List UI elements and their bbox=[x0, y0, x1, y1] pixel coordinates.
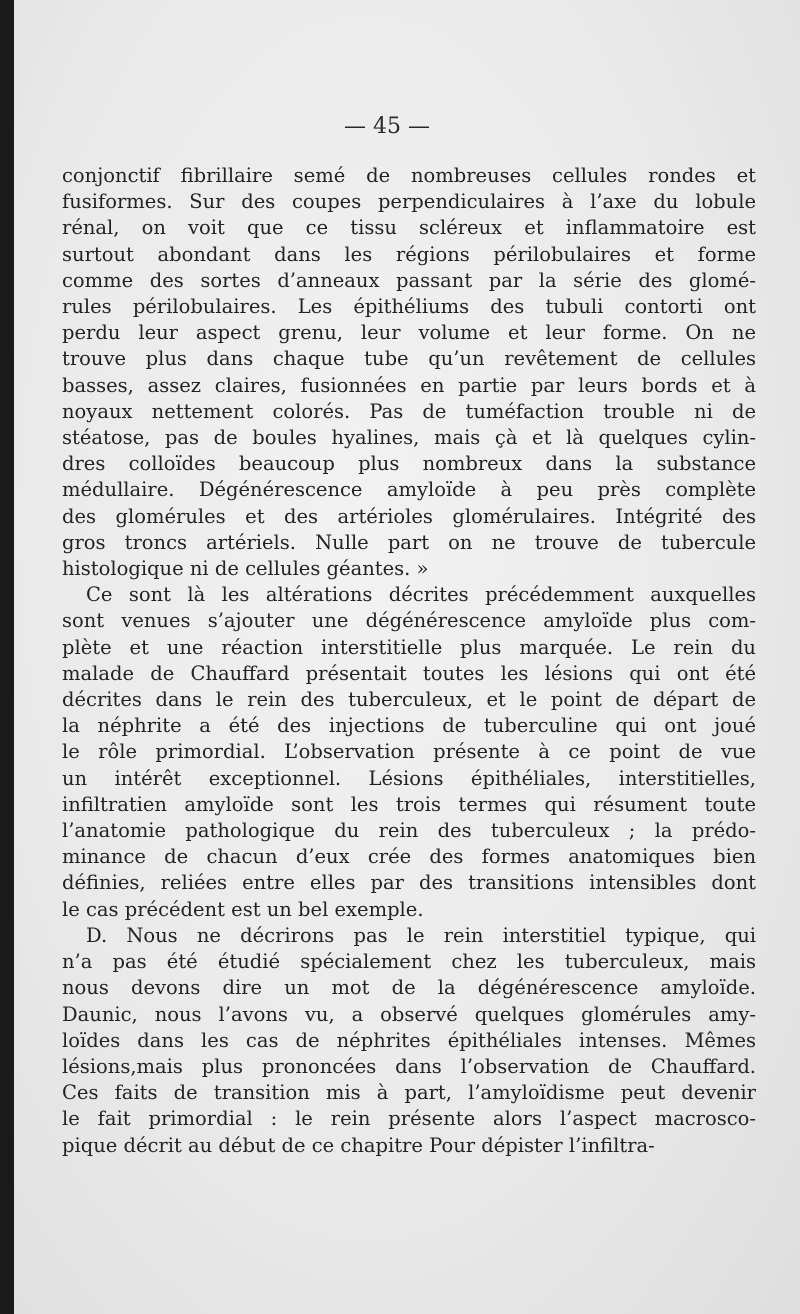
text-line: trouve plus dans chaque tube qu’un revêtement de cellules bbox=[62, 347, 756, 371]
text-line: pique décrit au début de ce chapitre Pour dépister l’infiltra- bbox=[62, 1133, 655, 1157]
text-line: perdu leur aspect grenu, leur volume et leur forme. On ne bbox=[62, 321, 756, 345]
text-line: Ces faits de transition mis à part, l’amyloïdisme peut devenir bbox=[62, 1081, 756, 1105]
text-line: la néphrite a été des injections de tuberculine qui ont joué bbox=[62, 714, 756, 738]
text-line: nous devons dire un mot de la dégénérescence amyloïde. bbox=[62, 976, 756, 1000]
text-line: infiltratien amyloïde sont les trois termes qui résument toute bbox=[62, 792, 756, 816]
text-line: le rôle primordial. L’observation présente à ce point de vue bbox=[62, 740, 756, 764]
text-line: surtout abondant dans les régions périlobulaires et forme bbox=[62, 242, 756, 266]
text-line: médullaire. Dégénérescence amyloïde à peu près complète bbox=[62, 478, 756, 502]
text-line: n’a pas été étudié spécialement chez les tuberculeux, mais bbox=[62, 950, 756, 974]
text-line: décrites dans le rein des tuberculeux, et le point de départ de bbox=[62, 688, 756, 712]
text-line: Daunic, nous l’avons vu, a observé quelques glomérules amy- bbox=[62, 1002, 756, 1026]
book-page bbox=[14, 0, 800, 1314]
text-line: Ce sont là les altérations décrites précédemment auxquelles bbox=[86, 583, 756, 607]
text-line: le cas précédent est un bel exemple. bbox=[62, 897, 424, 921]
text-line: des glomérules et des artérioles glomérulaires. Intégrité des bbox=[62, 504, 756, 528]
paragraph bbox=[62, 923, 756, 1159]
text-line: basses, assez claires, fusionnées en partie par leurs bords et à bbox=[62, 373, 756, 397]
paragraph bbox=[62, 163, 756, 582]
paragraph bbox=[62, 582, 756, 923]
text-line: un intérêt exceptionnel. Lésions épithéliales, interstitielles, bbox=[62, 766, 756, 790]
text-line: sont venues s’ajouter une dégénérescence amyloïde plus com- bbox=[62, 609, 756, 633]
text-line: dres colloïdes beaucoup plus nombreux dans la substance bbox=[62, 452, 756, 476]
text-line: minance de chacun d’eux crée des formes anatomiques bien bbox=[62, 845, 756, 869]
text-line: D. Nous ne décrirons pas le rein interstitiel typique, qui bbox=[86, 923, 756, 947]
body-text bbox=[62, 163, 756, 1159]
text-line: lésions,mais plus prononcées dans l’observation de Chauffard. bbox=[62, 1054, 756, 1078]
text-line: noyaux nettement colorés. Pas de tuméfaction trouble ni de bbox=[62, 399, 756, 423]
text-line: comme des sortes d’anneaux passant par la série des glomé- bbox=[62, 268, 756, 292]
text-line: stéatose, pas de boules hyalines, mais çà et là quelques cylin- bbox=[62, 426, 756, 450]
page-number: — 45 — bbox=[344, 114, 430, 139]
text-line: le fait primordial : le rein présente alors l’aspect macrosco- bbox=[62, 1107, 756, 1131]
text-line: conjonctif fibrillaire semé de nombreuses cellules rondes et bbox=[62, 164, 756, 187]
text-line: l’anatomie pathologique du rein des tuberculeux ; la prédo- bbox=[62, 819, 756, 843]
text-line: gros troncs artériels. Nulle part on ne trouve de tubercule bbox=[62, 530, 756, 554]
text-line: définies, reliées entre elles par des transitions intensibles dont bbox=[62, 871, 756, 895]
text-line: histologique ni de cellules géantes. » bbox=[62, 557, 429, 581]
text-line: rénal, on voit que ce tissu scléreux et inflammatoire est bbox=[62, 216, 756, 240]
text-line: fusiformes. Sur des coupes perpendiculaires à l’axe du lobule bbox=[62, 190, 756, 214]
text-line: malade de Chauffard présentait toutes les lésions qui ont été bbox=[62, 661, 756, 685]
text-line: rules périlobulaires. Les épithéliums des tubuli contorti ont bbox=[62, 295, 756, 319]
text-line: plète et une réaction interstitielle plus marquée. Le rein du bbox=[62, 635, 756, 659]
text-line: loïdes dans les cas de néphrites épithéliales intenses. Mêmes bbox=[62, 1028, 756, 1052]
